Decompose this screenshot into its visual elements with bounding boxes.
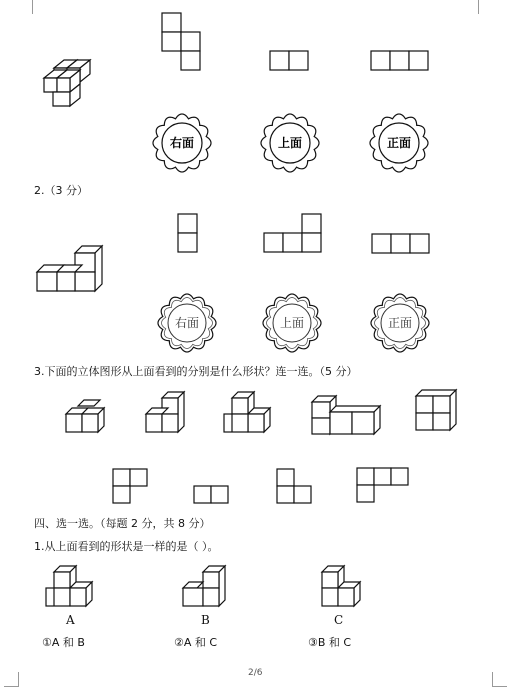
- q2-badge-label: 正面: [387, 316, 413, 330]
- q3-solid-5: [414, 388, 464, 434]
- q3-heading: 3.下面的立体图形从上面看到的分别是什么形状？连一连。（5 分）: [34, 365, 358, 378]
- q2-badge-right-view: [156, 292, 218, 354]
- s4-option-3[interactable]: ③B 和 C: [308, 636, 352, 649]
- q1-view-option-3: [370, 50, 432, 74]
- q3-solid-1: [64, 398, 114, 438]
- q3-view-shape-2: [193, 485, 231, 507]
- q2-badge-front-view: [369, 292, 431, 354]
- corner-mark-top-right: [478, 0, 493, 14]
- q2-view-option-3: [371, 233, 433, 257]
- q3-solid-4: [310, 394, 382, 440]
- q2-solid-figure: [35, 242, 107, 298]
- q1-view-option-2: [269, 50, 311, 74]
- s4-option-2[interactable]: ②A 和 C: [174, 636, 218, 649]
- s4-figure-label-b: B: [201, 613, 210, 627]
- q3-view-shape-1: [112, 468, 150, 508]
- q1-solid-figure: [40, 60, 100, 110]
- q2-badge-label: 右面: [174, 316, 200, 330]
- q1-view-option-1: [161, 12, 203, 72]
- q2-view-option-1: [177, 213, 201, 255]
- page-number: 2/6: [248, 668, 263, 678]
- s4-option-1[interactable]: ①A 和 B: [42, 636, 85, 649]
- s4-figure-c: [316, 564, 372, 612]
- q3-view-shape-3: [276, 468, 314, 508]
- q2-badge-top-view: [261, 292, 323, 354]
- q1-badge-label: 右面: [169, 136, 195, 150]
- section4-heading: 四、选一选。（每题 2 分，共 8 分）: [34, 517, 211, 530]
- q3-view-shape-4: [356, 467, 412, 507]
- q3-solid-2: [144, 390, 194, 436]
- q1-badge-label: 正面: [386, 136, 412, 150]
- q1-badge-top-view: [259, 112, 321, 174]
- q2-view-option-2: [263, 213, 325, 255]
- q2-heading: 2.（3 分）: [34, 184, 88, 197]
- corner-mark-bottom-right: [492, 672, 507, 687]
- s4-figure-label-c: C: [334, 613, 344, 627]
- q1-badge-right-view: [151, 112, 213, 174]
- q2-badge-label: 上面: [279, 316, 305, 330]
- q1-badge-label: 上面: [277, 136, 303, 150]
- s4-figure-label-a: A: [66, 613, 75, 627]
- s4-figure-b: [181, 564, 237, 612]
- q1-badge-front-view: [368, 112, 430, 174]
- corner-mark-bottom-left: [4, 672, 19, 687]
- corner-mark-top-left: [18, 0, 33, 14]
- q3-solid-3: [222, 390, 278, 440]
- s4-q1-stem: 1.从上面看到的形状是一样的是（ ）。: [34, 540, 219, 553]
- s4-figure-a: [44, 564, 100, 612]
